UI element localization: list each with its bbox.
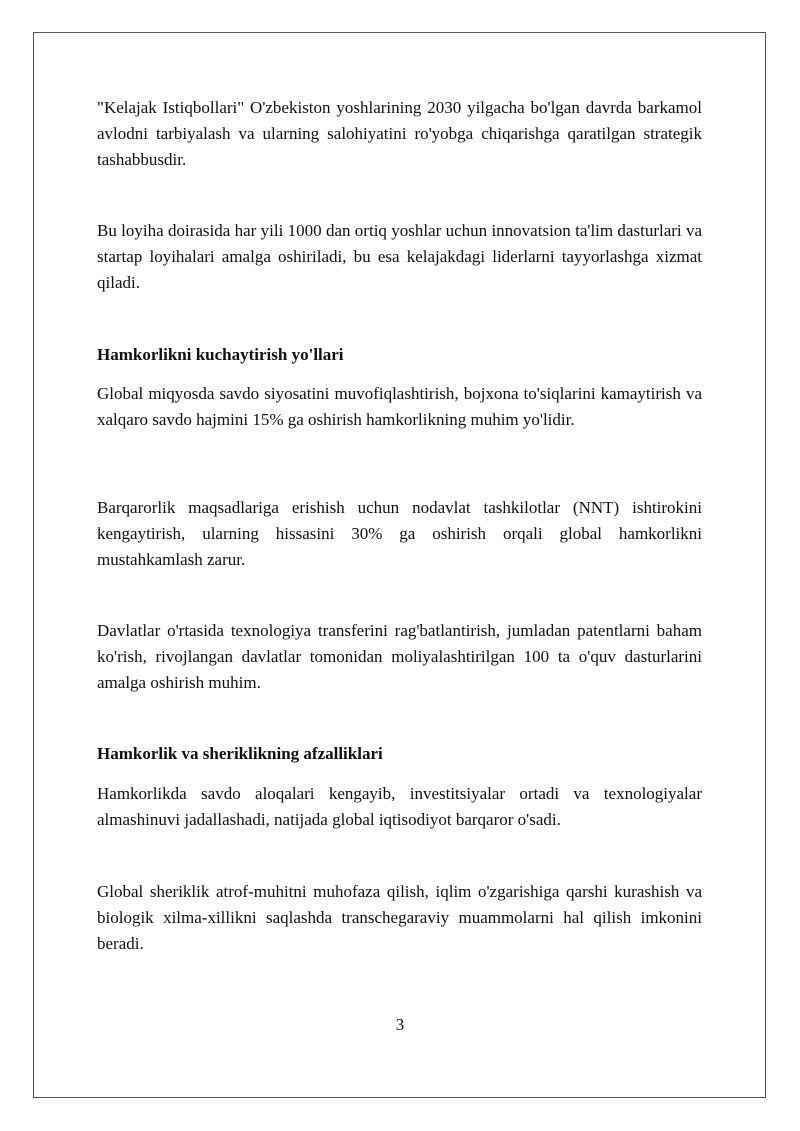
page-number: 3 [395, 1015, 405, 1034]
intro-paragraph-2: Bu loyiha doirasida har yili 1000 dan ortiq yoshlar uchun innovatsion ta'lim dasturlari va startap loyihalari amalga oshiriladi, bu esa kelajakdagi liderlarni tayyorlashga xizmat qiladi. [97, 221, 702, 292]
section-heading-partnership-benefits: Hamkorlik va sheriklikning afzalliklari [97, 744, 383, 763]
section2-paragraph-2: Global sheriklik atrof-muhitni muhofaza qilish, iqlim o'zgarishiga qarshi kurashish va biologik xilma-xillikni saqlashda transchegaraviy muammolarni hal qilish imkonini beradi. [97, 882, 702, 953]
intro-paragraph-1: "Kelajak Istiqbollari" O'zbekiston yoshlarining 2030 yilgacha bo'lgan davrda barkamol avlodni tarbiyalash va ularning salohiyatini ro'yobga chiqarishga qaratilgan strategik tashabbusdir. [97, 98, 702, 169]
section1-paragraph-2: Barqarorlik maqsadlariga erishish uchun nodavlat tashkilotlar (NNT) ishtirokini kengaytirish, ularning hissasini 30% ga oshirish orqali global hamkorlikni mustahkamlash zarur. [97, 498, 702, 569]
section1-paragraph-3: Davlatlar o'rtasida texnologiya transferini rag'batlantirish, jumladan patentlarni baham ko'rish, rivojlangan davlatlar tomonidan moliyalashtirilgan 100 ta o'quv dasturlarini amalga oshirish muhim. [97, 621, 702, 692]
section-heading-cooperation-ways: Hamkorlikni kuchaytirish yo'llari [97, 345, 344, 364]
section2-paragraph-1: Hamkorlikda savdo aloqalari kengayib, investitsiyalar ortadi va texnologiyalar almashinuvi jadallashadi, natijada global iqtisodiyot barqaror o'sadi. [97, 784, 702, 829]
section1-paragraph-1: Global miqyosda savdo siyosatini muvofiqlashtirish, bojxona to'siqlarini kamaytirish va xalqaro savdo hajmini 15% ga oshirish hamkorlikning muhim yo'lidir. [97, 384, 702, 429]
